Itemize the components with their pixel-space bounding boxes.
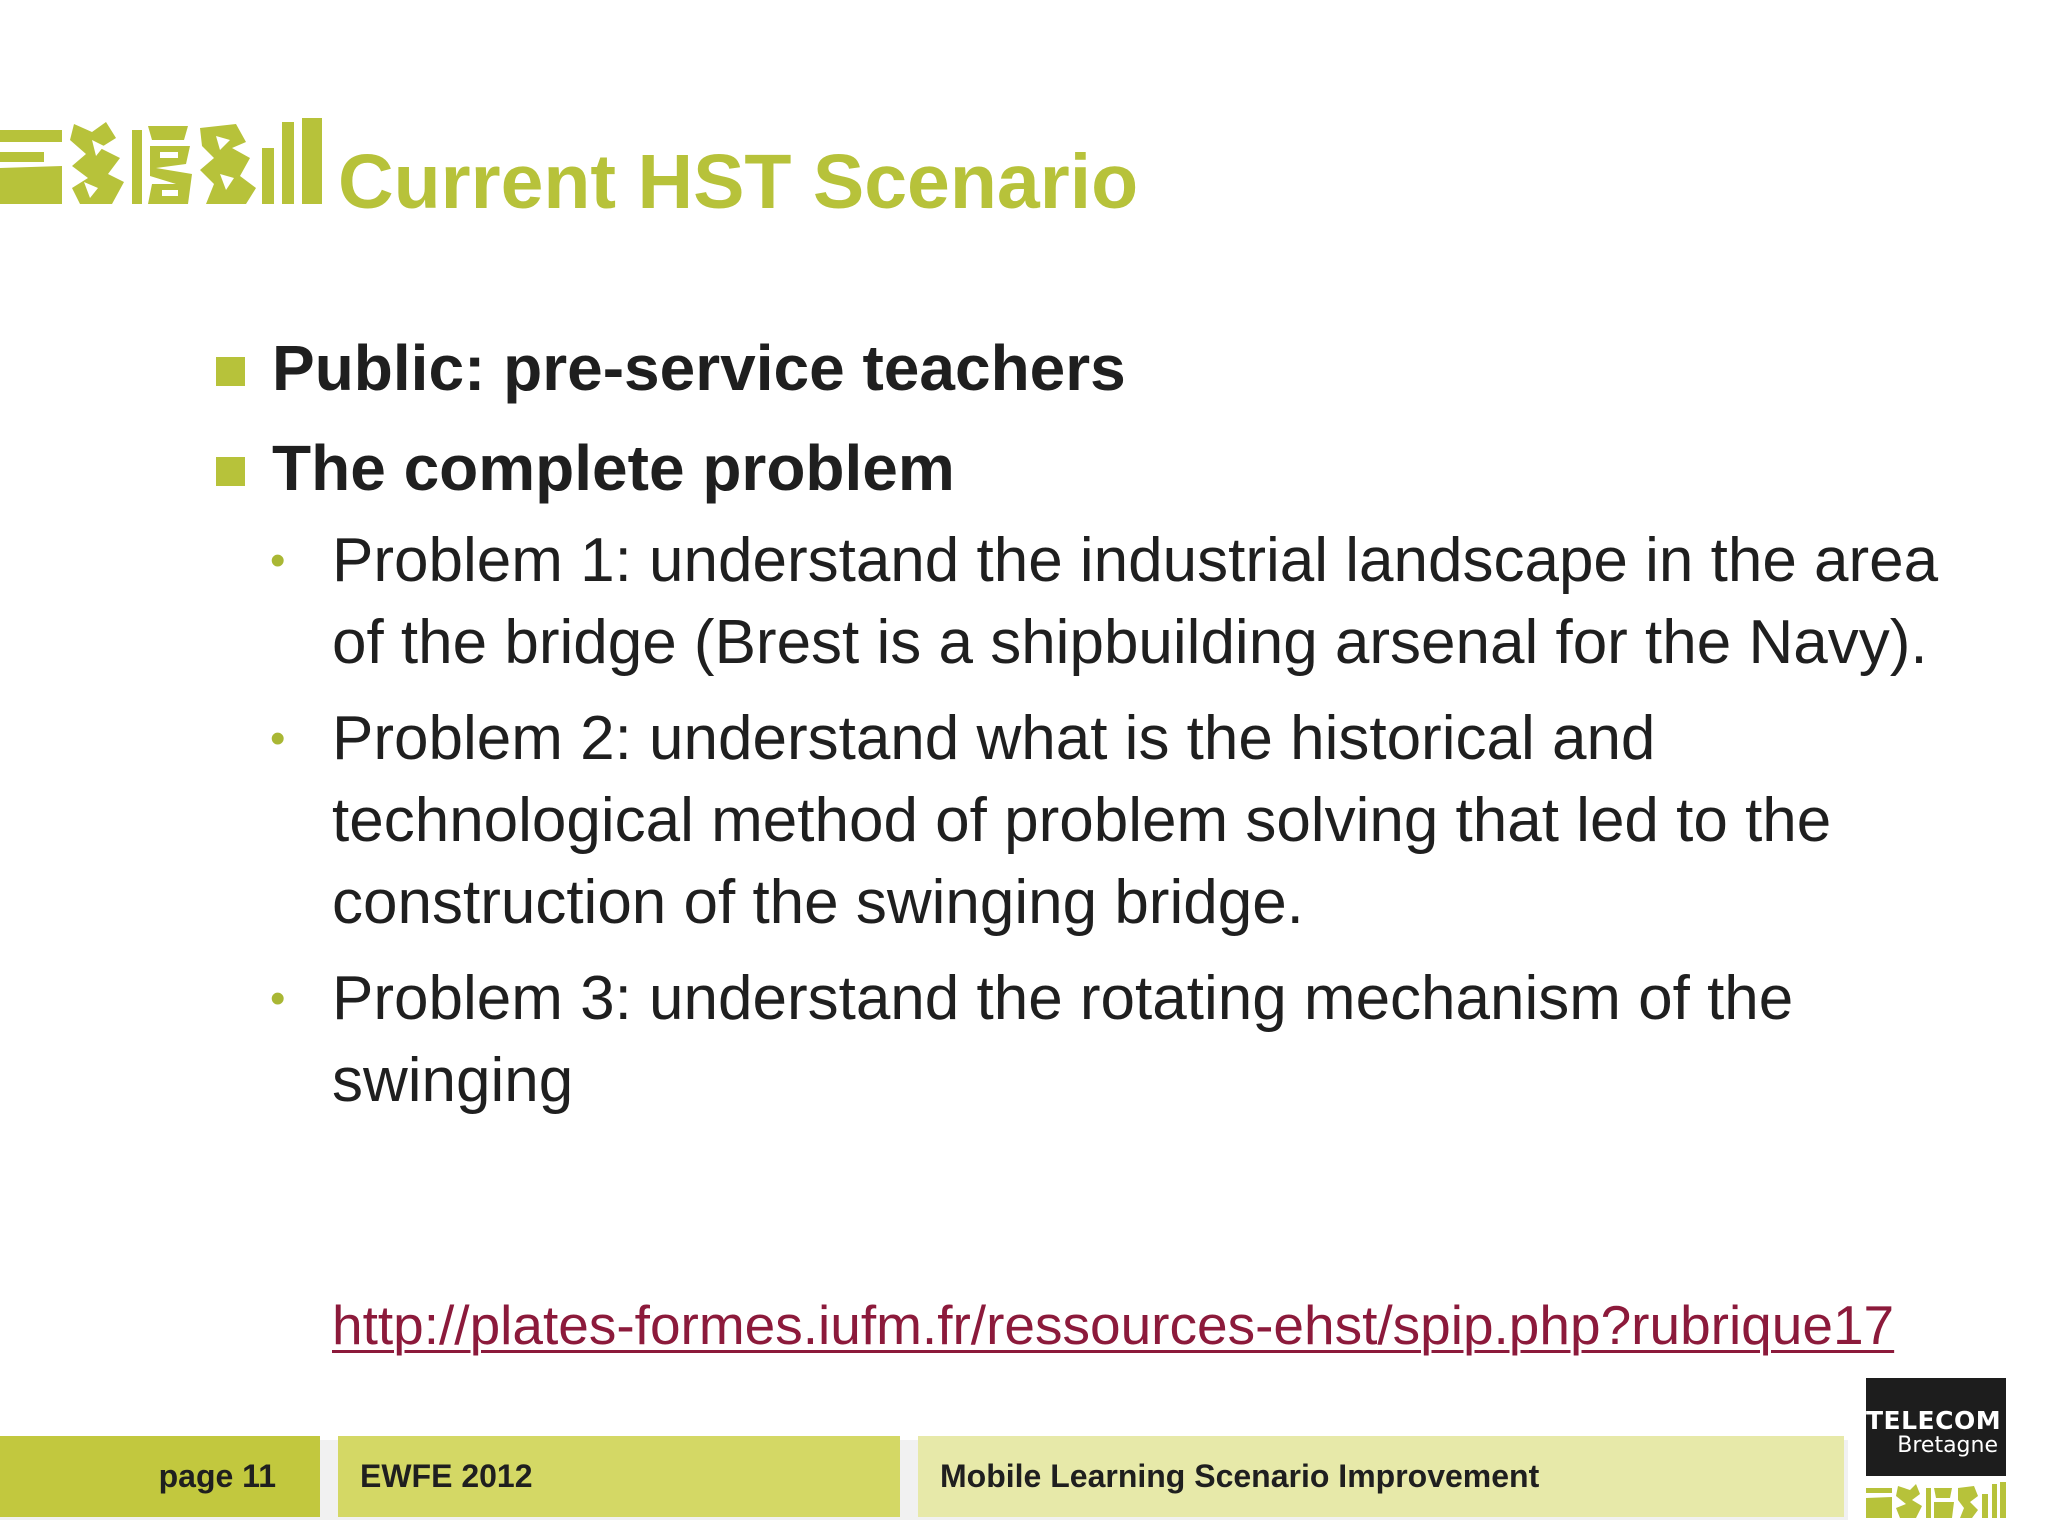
logo-line-2: Bretagne bbox=[1897, 1433, 1998, 1458]
dot-bullet-icon: • bbox=[270, 974, 286, 1023]
sub-bullet-text: Problem 3: understand the rotating mechanism of the swinging bbox=[332, 964, 1794, 1115]
sub-bullet-text: Problem 2: understand what is the historical and technological method of problem solving that led to the construction of the swinging bridge. bbox=[332, 704, 1832, 937]
bullet-text: The complete problem bbox=[272, 432, 955, 504]
footer-talk-title: Mobile Learning Scenario Improvement bbox=[918, 1436, 1844, 1517]
bullet-item bbox=[210, 318, 1990, 418]
square-bullet-icon bbox=[216, 457, 245, 486]
dot-bullet-icon: • bbox=[270, 536, 286, 585]
sub-bullet-text: Problem 1: understand the industrial landscape in the area of the bridge (Brest is a shipbuilding arsenal for the Navy). bbox=[332, 526, 1939, 677]
telecom-bretagne-logo bbox=[1866, 1378, 2006, 1476]
logo-line-1: TELECOM bbox=[1866, 1406, 2002, 1435]
bullet-item bbox=[210, 418, 1990, 518]
dot-bullet-icon: • bbox=[270, 714, 286, 763]
slide-body bbox=[210, 318, 1990, 1122]
sub-bullet-item bbox=[270, 698, 1990, 944]
reference-link[interactable]: http://plates-formes.iufm.fr/ressources-ehst/spip.php?rubrique17 bbox=[332, 1294, 1895, 1356]
institution-small-logo-icon bbox=[1866, 1482, 2006, 1522]
footer-conference: EWFE 2012 bbox=[338, 1436, 900, 1517]
footer-page-number: page 11 bbox=[0, 1436, 320, 1517]
square-bullet-icon bbox=[216, 357, 245, 386]
sub-bullet-item bbox=[270, 520, 1990, 684]
reference-link-container bbox=[332, 1290, 1894, 1360]
institution-logo-icon bbox=[0, 118, 322, 210]
bullet-text: Public: pre-service teachers bbox=[272, 332, 1126, 404]
sub-bullet-item bbox=[270, 958, 1990, 1122]
slide-title: Current HST Scenario bbox=[338, 139, 1139, 225]
